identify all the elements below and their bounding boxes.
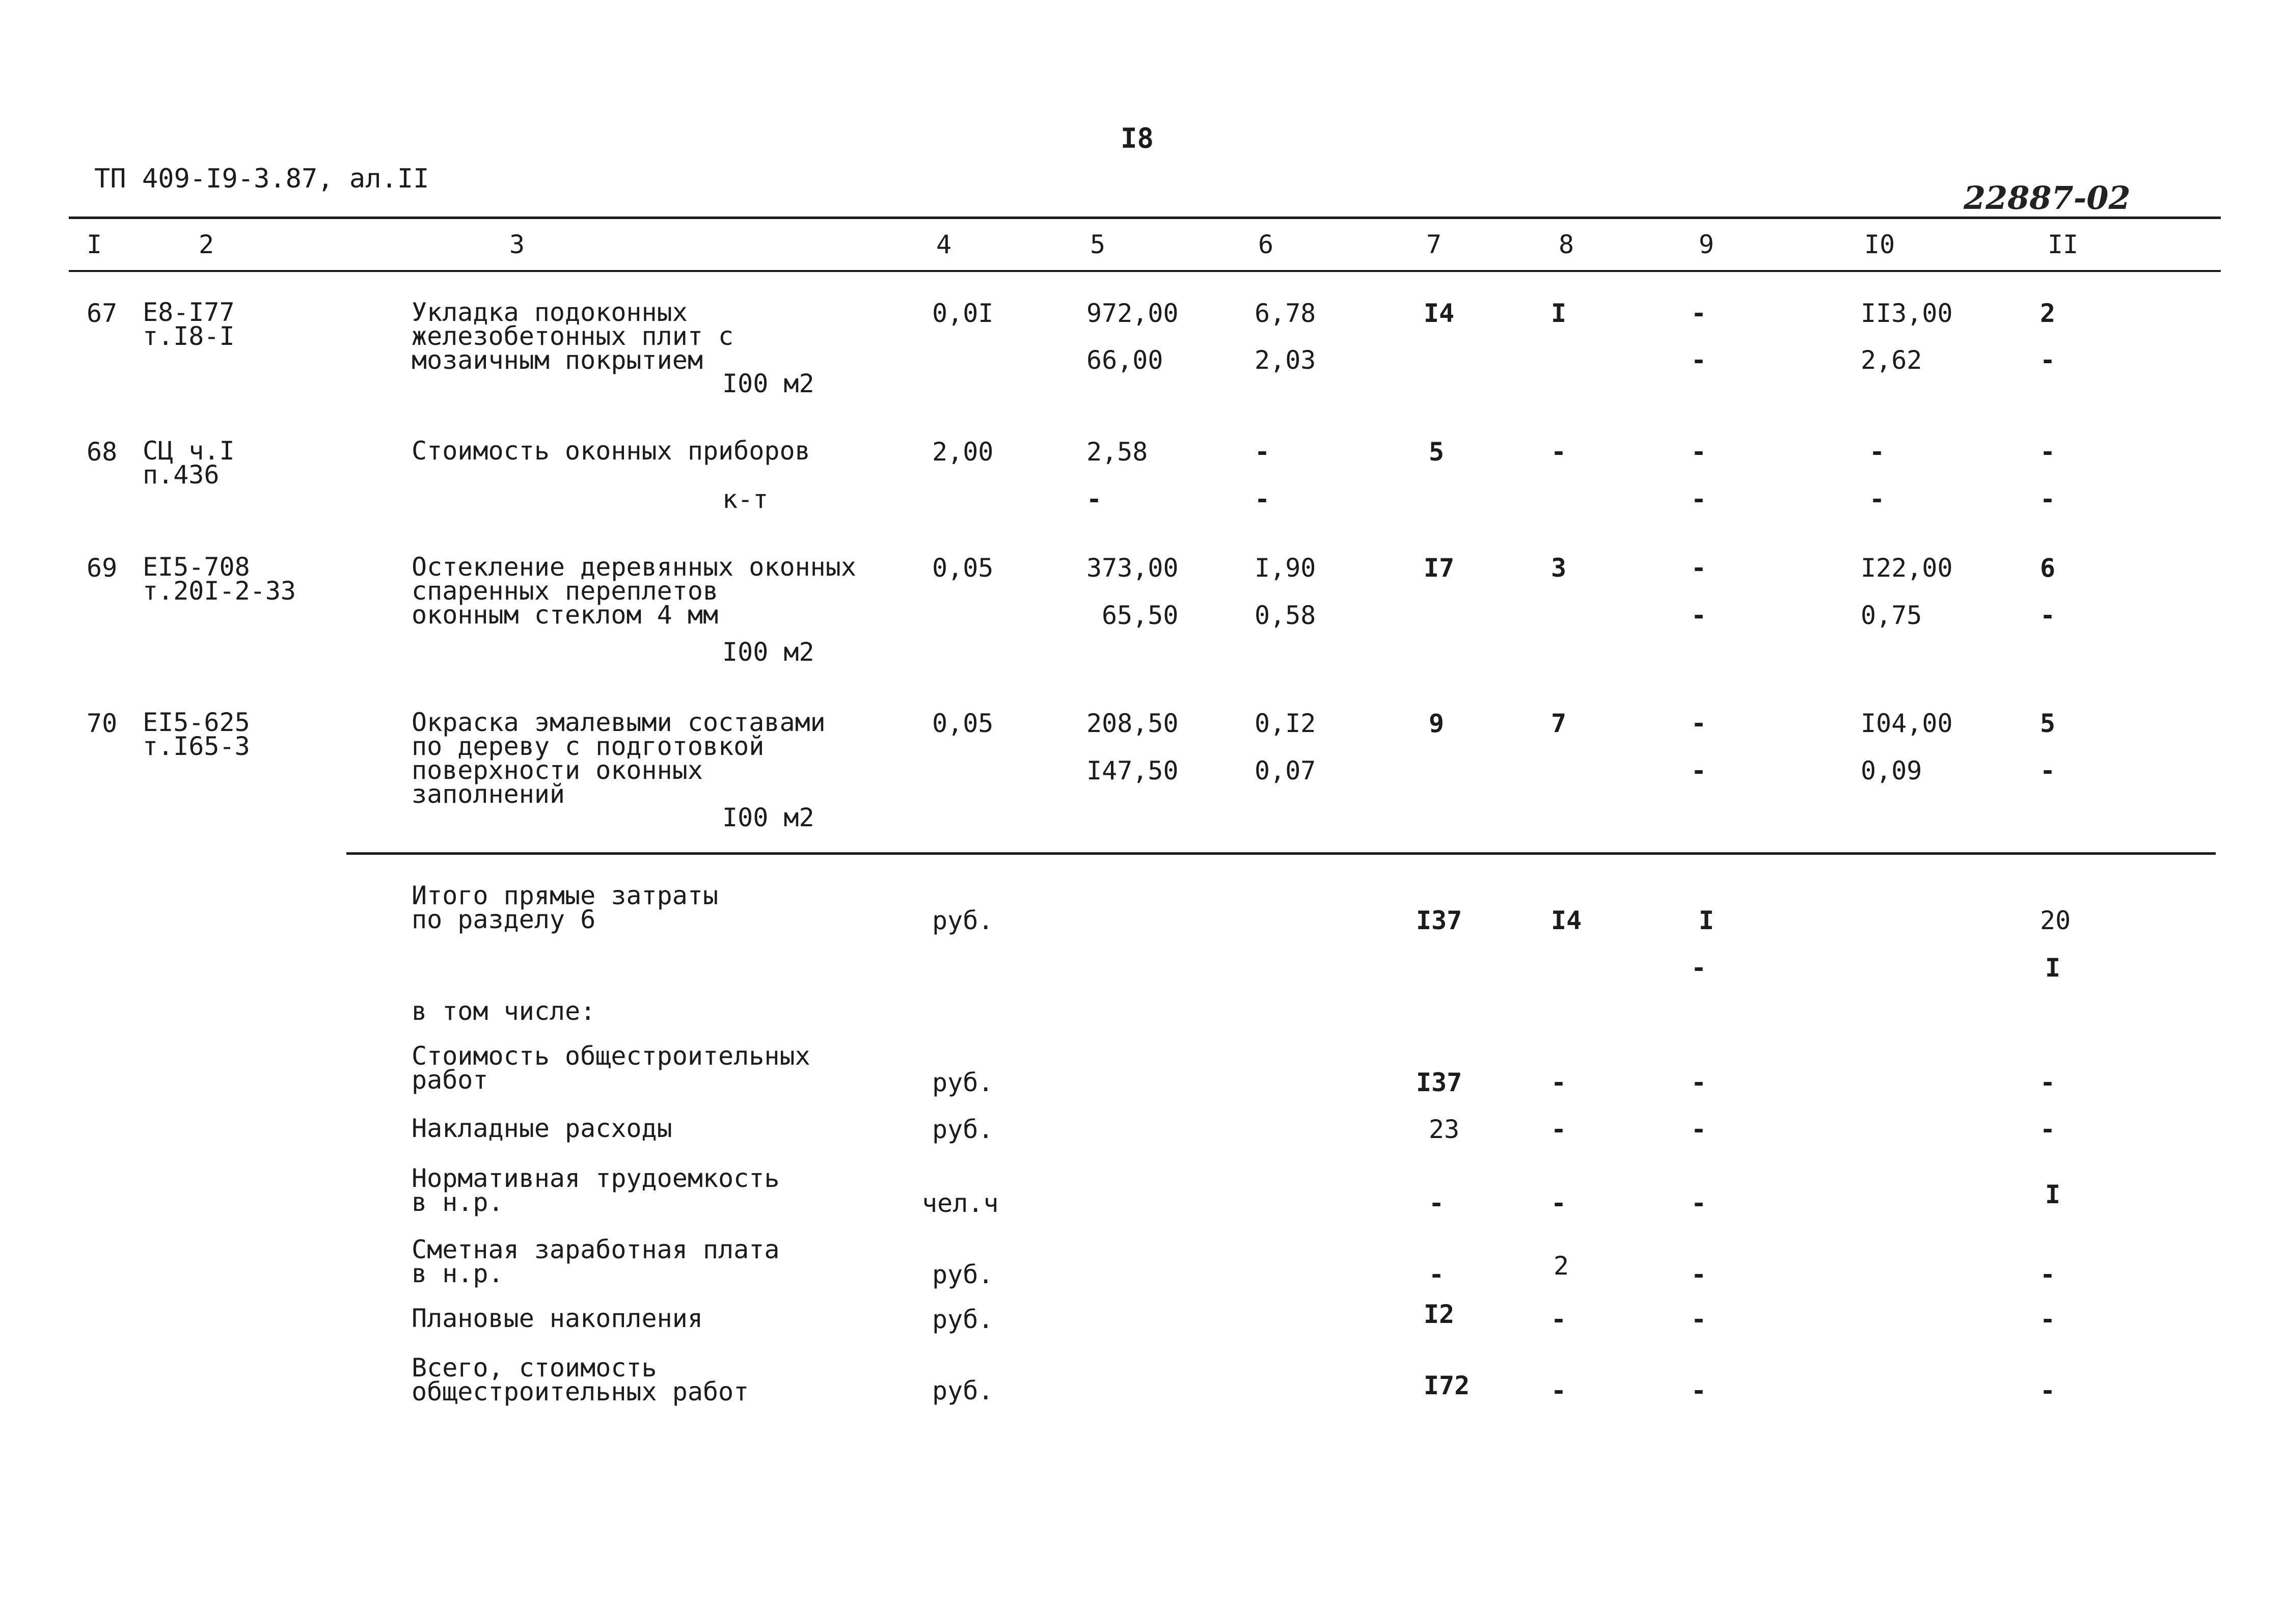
col11-subvalue: - <box>2040 484 2056 514</box>
col5-subvalue: I47,50 <box>1086 756 1179 786</box>
col10-subvalue: 2,62 <box>1861 345 1922 375</box>
col10-subvalue: 0,09 <box>1861 756 1922 786</box>
breakdown-col8: - <box>1551 1068 1567 1097</box>
col11-value: 5 <box>2040 709 2056 738</box>
col7-value: I7 <box>1424 553 1455 583</box>
col5-value: 373,00 <box>1086 553 1179 583</box>
row-number: 70 <box>87 709 118 738</box>
col9-subvalue: - <box>1691 756 1707 786</box>
breakdown-unit: руб. <box>932 1305 994 1334</box>
breakdown-col7: I72 <box>1424 1371 1470 1400</box>
column-header-7: 7 <box>1426 230 1442 259</box>
column-header-11: II <box>2048 230 2079 259</box>
col5-value: 208,50 <box>1086 709 1179 738</box>
col11-value: 6 <box>2040 553 2056 583</box>
row-description: Остекление деревянных оконных спаренных переплетов оконным стеклом 4 мм <box>412 552 856 630</box>
breakdown-col7: I37 <box>1416 1068 1462 1097</box>
document-reference: ТП 409-I9-3.87, ал.II <box>94 164 429 194</box>
row-quantity: 2,00 <box>932 437 994 467</box>
breakdown-label: Стоимость общестроительных работ <box>412 1041 810 1095</box>
breakdown-col9: - <box>1691 1115 1707 1144</box>
row-unit: к-т <box>722 484 769 514</box>
breakdown-col11: - <box>2040 1260 2056 1289</box>
breakdown-col11: - <box>2040 1068 2056 1097</box>
col11-subvalue: - <box>2040 601 2056 630</box>
breakdown-label: Всего, стоимость общестроительных работ <box>412 1353 749 1406</box>
archive-stamp: 22887-02 <box>1964 179 2131 216</box>
col7-value: 5 <box>1429 437 1445 467</box>
col6-value: - <box>1255 437 1270 467</box>
breakdown-col8: - <box>1551 1305 1567 1334</box>
row-number: 68 <box>87 437 118 467</box>
row-code: Е8-I77 т.I8-I <box>143 297 235 351</box>
totals-col11-sub: I <box>2045 953 2061 983</box>
breakdown-col9: - <box>1691 1376 1707 1405</box>
breakdown-col7: - <box>1429 1188 1445 1218</box>
totals-unit: руб. <box>932 906 994 935</box>
column-header-10: I0 <box>1864 230 1895 259</box>
col11-value: 2 <box>2040 299 2056 328</box>
col6-subvalue: 0,58 <box>1255 601 1316 630</box>
column-header-9: 9 <box>1699 230 1715 259</box>
column-header-6: 6 <box>1258 230 1274 259</box>
row-description: Стоимость оконных приборов <box>412 436 810 466</box>
totals-col9: I <box>1699 906 1715 935</box>
col9-value: - <box>1691 553 1707 583</box>
row-description: Окраска эмалевыми составами по дереву с подготовкой поверхности оконных заполнений <box>412 708 826 809</box>
col10-value: I22,00 <box>1861 553 1953 583</box>
breakdown-col8: - <box>1551 1188 1567 1218</box>
totals-label: Итого прямые затраты по разделу 6 <box>412 881 719 934</box>
breakdown-unit: руб. <box>932 1115 994 1144</box>
row-description: Укладка подоконных железобетонных плит с мозаичным покрытием <box>412 297 734 375</box>
col5-subvalue: 65,50 <box>1102 601 1179 630</box>
col9-subvalue: - <box>1691 345 1707 375</box>
breakdown-col8: - <box>1551 1115 1567 1144</box>
col10-subvalue: - <box>1869 484 1885 514</box>
col6-value: I,90 <box>1255 553 1316 583</box>
col8-value: I <box>1551 299 1567 328</box>
totals-col8: I4 <box>1551 906 1582 935</box>
col6-value: 0,I2 <box>1255 709 1316 738</box>
row-code: ЕI5-708 т.20I-2-33 <box>143 552 296 606</box>
row-unit: I00 м2 <box>722 637 814 667</box>
col9-value: - <box>1691 709 1707 738</box>
breakdown-label: Плановые накопления <box>412 1304 703 1333</box>
col9-subvalue: - <box>1691 484 1707 514</box>
column-header-5: 5 <box>1090 230 1106 259</box>
col11-subvalue: - <box>2040 756 2056 786</box>
column-header-2: 2 <box>199 230 214 259</box>
breakdown-col9: - <box>1691 1188 1707 1218</box>
col8-value: 3 <box>1551 553 1567 583</box>
breakdown-col9: - <box>1691 1305 1707 1334</box>
breakdown-col11: - <box>2040 1115 2056 1144</box>
breakdown-col9: - <box>1691 1260 1707 1289</box>
row-unit: I00 м2 <box>722 803 814 832</box>
col10-value: I04,00 <box>1861 709 1953 738</box>
breakdown-label: Сметная заработная плата в н.р. <box>412 1235 780 1288</box>
col10-subvalue: 0,75 <box>1861 601 1922 630</box>
col5-value: 972,00 <box>1086 299 1179 328</box>
column-header-3: 3 <box>509 230 525 259</box>
totals-col7: I37 <box>1416 906 1462 935</box>
col10-value: II3,00 <box>1861 299 1953 328</box>
breakdown-unit: руб. <box>932 1376 994 1405</box>
row-code: ЕI5-625 т.I65-3 <box>143 708 250 761</box>
breakdown-label: Накладные расходы <box>412 1114 672 1143</box>
row-quantity: 0,0I <box>932 299 994 328</box>
col10-value: - <box>1869 437 1885 467</box>
col7-value: 9 <box>1429 709 1445 738</box>
col9-subvalue: - <box>1691 601 1707 630</box>
breakdown-col7: - <box>1429 1260 1445 1289</box>
col6-subvalue: - <box>1255 484 1270 514</box>
col6-value: 6,78 <box>1255 299 1316 328</box>
breakdown-col11: - <box>2040 1376 2056 1405</box>
row-quantity: 0,05 <box>932 709 994 738</box>
table-header-rule <box>69 270 2221 272</box>
totals-col11: 20 <box>2040 906 2071 935</box>
breakdown-col7: 23 <box>1429 1115 1460 1144</box>
col7-value: I4 <box>1424 299 1455 328</box>
column-header-4: 4 <box>936 230 952 259</box>
breakdown-col11: - <box>2040 1305 2056 1334</box>
column-header-8: 8 <box>1559 230 1574 259</box>
breakdown-unit: чел.ч <box>922 1188 999 1218</box>
col8-value: - <box>1551 437 1567 467</box>
col11-subvalue: - <box>2040 345 2056 375</box>
breakdown-col7: I2 <box>1424 1300 1455 1329</box>
page-number: I8 <box>1121 122 1154 154</box>
col9-value: - <box>1691 299 1707 328</box>
column-header-1: I <box>87 230 102 259</box>
row-unit: I00 м2 <box>722 369 814 398</box>
row-quantity: 0,05 <box>932 553 994 583</box>
col5-subvalue: - <box>1086 484 1102 514</box>
table-top-rule <box>69 216 2221 219</box>
totals-rule <box>346 852 2216 855</box>
row-number: 67 <box>87 299 118 328</box>
col5-value: 2,58 <box>1086 437 1148 467</box>
totals-col9-sub: - <box>1691 953 1707 983</box>
breakdown-unit: руб. <box>932 1260 994 1289</box>
col6-subvalue: 2,03 <box>1255 345 1316 375</box>
row-code: СЦ ч.I п.436 <box>143 436 235 490</box>
col11-value: - <box>2040 437 2056 467</box>
breakdown-col9: - <box>1691 1068 1707 1097</box>
col6-subvalue: 0,07 <box>1255 756 1316 786</box>
breakdown-col8: - <box>1551 1376 1567 1405</box>
col8-value: 7 <box>1551 709 1567 738</box>
col5-subvalue: 66,00 <box>1086 345 1163 375</box>
breakdown-label: Нормативная трудоемкость в н.р. <box>412 1163 780 1217</box>
row-number: 69 <box>87 553 118 583</box>
breakdown-col8: 2 <box>1554 1251 1569 1281</box>
col9-value: - <box>1691 437 1707 467</box>
breakdown-unit: руб. <box>932 1068 994 1097</box>
breakdown-col11: I <box>2045 1180 2061 1209</box>
including-heading: в том числе: <box>412 996 596 1026</box>
